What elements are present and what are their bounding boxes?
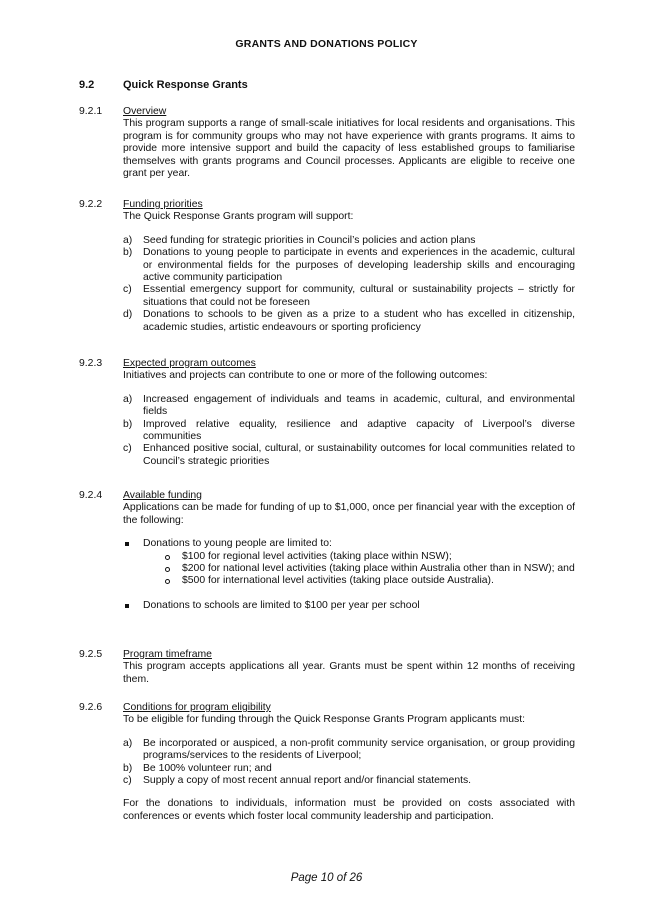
list-item-text: Be incorporated or auspiced, a non-profit community service organisation, or group providing programs/services to the residents of Liverpool;	[143, 737, 575, 762]
subsection-number: 9.2.4	[79, 490, 103, 501]
list-marker: a)	[123, 234, 133, 246]
list-item	[123, 309, 575, 334]
sub-bullet-item	[163, 551, 575, 563]
subsection-title: Conditions for program eligibility	[123, 702, 271, 713]
list-item-text: Donations to schools to be given as a prize to a student who has excelled in citizenship, academic studies, artistic endeavours or sporting proficiency	[143, 309, 575, 333]
circle-bullet-marker	[165, 555, 170, 560]
list-marker: b)	[123, 418, 133, 430]
list-item	[123, 763, 575, 775]
subsection-title: Overview	[123, 106, 167, 117]
list-marker: b)	[123, 247, 133, 259]
list-item	[123, 394, 575, 419]
paragraph: For the donations to individuals, information must be provided on costs associated with conferences or events which foster local community leadership and participation.	[123, 798, 575, 822]
bullet-text: Donations to schools are limited to $100 per year per school	[143, 599, 420, 611]
circle-bullet-marker	[165, 579, 170, 584]
priority-list	[123, 235, 575, 334]
list-marker: c)	[123, 284, 132, 296]
bullet-marker	[125, 604, 129, 608]
subsection-funding-priorities	[79, 199, 575, 334]
subsection-eligibility-conditions	[79, 702, 575, 823]
list-item	[123, 284, 575, 309]
paragraph: This program supports a range of small-scale initiatives for local residents and organisations. This program is for community groups who may not have experience with grants programs. It aims to provide more intensive support and build the capacity of less established groups to familiarise themselves with grants programs and Council processes. Applicants are eligible to receive one grant per year.	[123, 118, 575, 180]
subsection-title: Available funding	[123, 490, 202, 501]
subsection-title: Expected program outcomes	[123, 358, 256, 369]
list-item	[123, 247, 575, 284]
sub-bullet-item	[163, 563, 575, 575]
bullet-text: Donations to young people are limited to:	[143, 538, 332, 550]
section-heading	[79, 79, 248, 91]
list-item-text: Supply a copy of most recent annual report and/or financial statements.	[143, 775, 472, 787]
subsection-overview	[79, 106, 575, 180]
list-item-text: Enhanced positive social, cultural, or sustainability outcomes for local communities related to Council’s strategic priorities	[143, 443, 575, 467]
subsection-number: 9.2.3	[79, 358, 103, 369]
subsection-program-timeframe	[79, 649, 575, 686]
list-item	[123, 775, 575, 787]
bullet-item	[123, 538, 575, 588]
subsection-available-funding	[79, 490, 575, 612]
list-item-text: Seed funding for strategic priorities in Council’s policies and action plans	[143, 234, 476, 246]
sub-bullet-list	[143, 551, 575, 588]
subsection-title: Funding priorities	[123, 199, 203, 210]
list-item-text: Improved relative equality, resilience and adaptive capacity of Liverpool’s diverse communities	[143, 418, 575, 443]
list-item	[123, 235, 575, 247]
circle-bullet-marker	[165, 567, 170, 572]
list-item-text: Be 100% volunteer run; and	[143, 762, 272, 774]
section-title: Quick Response Grants	[123, 79, 248, 91]
list-item-text: Increased engagement of individuals and teams in academic, cultural, and environmental fields	[143, 393, 575, 418]
paragraph: The Quick Response Grants program will support:	[123, 211, 354, 223]
subsection-number: 9.2.1	[79, 106, 103, 117]
paragraph: To be eligible for funding through the Quick Response Grants Program applicants must:	[123, 714, 525, 726]
outcome-list	[123, 394, 575, 468]
sub-bullet-item	[163, 575, 575, 587]
page-number: Page 10 of 26	[290, 872, 363, 884]
sub-bullet-text: $100 for regional level activities (taking place within NSW);	[182, 550, 452, 562]
funding-limits-list	[123, 538, 575, 612]
subsection-number: 9.2.6	[79, 702, 103, 713]
list-marker: c)	[123, 775, 132, 787]
list-item	[123, 443, 575, 468]
list-item-text: Essential emergency support for community, cultural or sustainability projects – strictly for situations that could not be foreseen	[143, 284, 575, 308]
subsection-number: 9.2.2	[79, 199, 103, 210]
list-item	[123, 419, 575, 444]
eligibility-list	[123, 738, 575, 788]
subsection-title: Program timeframe	[123, 649, 212, 660]
subsection-expected-outcomes	[79, 358, 575, 468]
subsection-number: 9.2.5	[79, 649, 103, 660]
list-marker: a)	[123, 737, 133, 749]
list-marker: d)	[123, 309, 133, 321]
paragraph: Initiatives and projects can contribute to one or more of the following outcomes:	[123, 370, 488, 382]
paragraph: Applications can be made for funding of up to $1,000, once per financial year with the exception of the following:	[123, 502, 575, 526]
document-header: GRANTS AND DONATIONS POLICY	[235, 38, 418, 50]
sub-bullet-text: $200 for national level activities (taking place within Australia other than in NSW); and	[182, 563, 575, 575]
section-number: 9.2	[79, 79, 95, 91]
bullet-marker	[125, 542, 129, 546]
list-marker: a)	[123, 393, 133, 405]
paragraph: This program accepts applications all year. Grants must be spent within 12 months of receiving them.	[123, 661, 575, 685]
list-item	[123, 738, 575, 763]
sub-bullet-text: $500 for international level activities (taking place outside Australia).	[182, 575, 494, 587]
bullet-item	[123, 600, 575, 612]
list-item-text: Donations to young people to participate in events and experiences in the academic, cultural or environmental fields for the purposes of developing leadership skills and encouraging active community participation	[143, 247, 575, 284]
list-marker: c)	[123, 443, 132, 455]
list-marker: b)	[123, 762, 133, 774]
